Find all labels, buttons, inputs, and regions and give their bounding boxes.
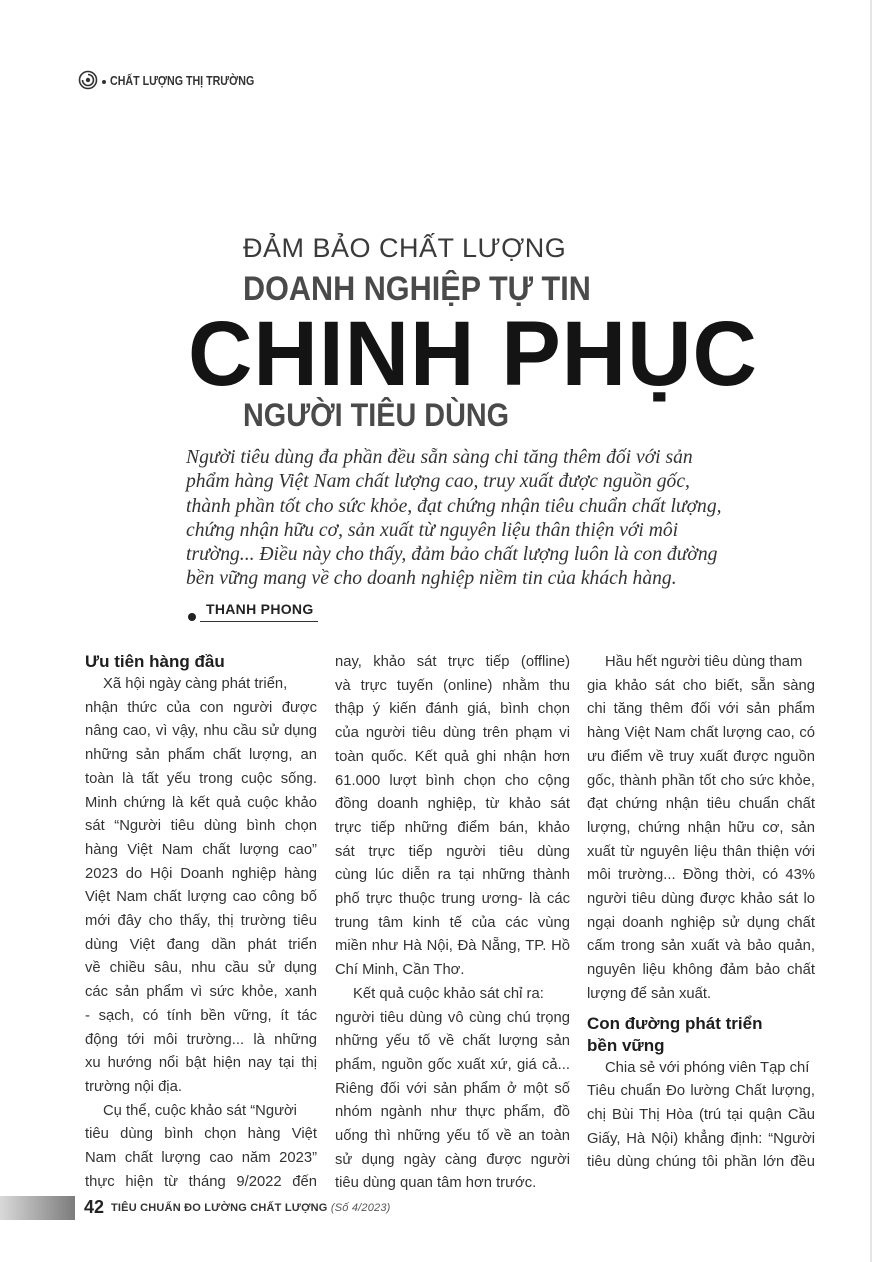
text-line: uống thì những yếu tố về an toàn bbox=[335, 1128, 570, 1145]
text-line: những yếu tố về chất lượng sản bbox=[335, 1033, 570, 1050]
text-line: gốc, thành phần tốt cho sức khỏe, bbox=[587, 772, 815, 789]
text-line: Hầu hết người tiêu dùng tham bbox=[605, 654, 803, 670]
text-line: miền như Hà Nội, Đà Nẵng, TP. Hồ bbox=[335, 938, 570, 955]
text-line: Xã hội ngày càng phát triển, bbox=[103, 676, 288, 692]
text-line: đạt chứng nhận tiêu chuẩn chất bbox=[587, 796, 815, 813]
heading-sustainable bbox=[587, 1013, 815, 1057]
text-line: toàn quốc. Kết quả ghi nhận hơn bbox=[335, 748, 570, 765]
section-bullet bbox=[102, 80, 106, 84]
heading-line: bền vững bbox=[587, 1035, 665, 1055]
text-line: trung tâm kinh tế của các vùng bbox=[335, 914, 570, 931]
magazine-name: TIÊU CHUẨN ĐO LƯỜNG CHẤT LƯỢNG bbox=[111, 1202, 328, 1214]
text-line: sử dụng ngày càng được người bbox=[335, 1151, 570, 1168]
text-line: các sản phẩm vì sức khỏe, xanh bbox=[85, 984, 317, 1001]
column-1 bbox=[85, 651, 317, 1194]
lead-line: bền vững mang về cho doanh nghiệp niềm tin của khách hàng. bbox=[186, 568, 677, 590]
title-kicker: ĐẢM BẢO CHẤT LƯỢNG bbox=[243, 233, 567, 263]
footer-gradient-bar bbox=[0, 1196, 75, 1220]
text-line: cấm trong sản xuất và bảo quản, bbox=[587, 938, 815, 955]
text-line: Chí Minh, Cần Thơ. bbox=[335, 962, 465, 979]
text-line: nhận thức của con người được bbox=[85, 699, 317, 716]
text-line: nguyên liệu không đảm bảo chất bbox=[587, 962, 815, 979]
text-line: của người tiêu dùng trên phạm vi bbox=[335, 725, 570, 742]
lead-paragraph bbox=[186, 446, 756, 592]
text-line: trực tiếp những điểm bán, khảo bbox=[335, 819, 570, 836]
text-line: hàng Việt Nam chất lượng cao, có bbox=[587, 725, 815, 742]
text-line: tiêu dùng bình chọn hàng Việt bbox=[85, 1126, 317, 1143]
text-line: 2023 do Hội Doanh nghiệp hàng bbox=[85, 865, 317, 882]
text-line: 61.000 lượt bình chọn cho cộng bbox=[335, 772, 570, 789]
author-name: THANH PHONG bbox=[206, 601, 314, 617]
page-number: 42 bbox=[84, 1197, 105, 1217]
text-line: và trực tuyến (online) nhằm thu bbox=[335, 677, 570, 694]
text-line: lượng để sản xuất. bbox=[587, 985, 712, 1002]
text-line: lượng, chứng nhận hữu cơ, sản bbox=[587, 819, 815, 836]
text-line: dùng Việt đang dần phát triển bbox=[85, 936, 317, 953]
text-line: Kết quả cuộc khảo sát chỉ ra: bbox=[353, 985, 544, 1002]
text-line: phố trực thuộc trung ương- là các bbox=[335, 891, 570, 908]
title-line-2: DOANH NGHIỆP TỰ TIN bbox=[243, 270, 591, 308]
text-line: xuất từ nguyên liệu thân thiện với bbox=[587, 843, 815, 860]
footer-magazine bbox=[111, 1202, 391, 1214]
text-line: Giấy, Hà Nội) khẳng định: “Người bbox=[587, 1130, 815, 1147]
issue-number: (Số 4/2023) bbox=[330, 1202, 391, 1214]
text-line: gia khảo sát cho biết, sẵn sàng bbox=[587, 677, 815, 694]
author-bullet bbox=[188, 613, 196, 621]
text-line: phẩm, nguồn gốc xuất xứ, giá cả... bbox=[335, 1056, 570, 1073]
text-line: toàn là tất yếu trong cuộc sống. bbox=[85, 770, 317, 787]
author-underline bbox=[200, 621, 318, 622]
lead-line: Người tiêu dùng đa phần đều sẵn sàng chi tăng thêm đối với sản bbox=[186, 447, 693, 468]
text-line: nay, khảo sát trực tiếp (offline) bbox=[335, 654, 570, 670]
text-line: ưu điểm về truy xuất được nguồn bbox=[587, 748, 815, 765]
column-2 bbox=[335, 651, 570, 1196]
text-line: sát trực tiếp người tiêu dùng bbox=[335, 843, 570, 860]
text-line: - sạch, có tính bền vững, ít tác bbox=[85, 1007, 317, 1024]
text-line: Nam chất lượng cao năm 2023” bbox=[85, 1150, 317, 1167]
text-line: thập ý kiến đánh giá, bình chọn bbox=[335, 701, 570, 718]
text-line: nâng cao, vì vậy, nhu cầu sử dụng bbox=[85, 723, 317, 740]
text-line: hàng Việt Nam chất lượng cao” bbox=[85, 841, 317, 858]
text-line: nhóm ngành như thực phẩm, đồ bbox=[335, 1104, 570, 1121]
text-line: Minh chứng là kết quả cuộc khảo bbox=[85, 794, 317, 811]
text-line: người tiêu dùng được khảo sát lo bbox=[587, 891, 815, 908]
text-line: về chiều sâu, nhu cầu sử dụng bbox=[85, 960, 317, 977]
text-line: tiêu dùng quan tâm hơn trước. bbox=[335, 1175, 537, 1192]
heading-priority: Ưu tiên hàng đầu bbox=[85, 652, 225, 671]
heading-line: Con đường phát triển bbox=[587, 1013, 763, 1033]
text-line: thực hiện từ tháng 9/2022 đến bbox=[85, 1173, 317, 1190]
text-line: môi trường... Đồng thời, có 43% bbox=[587, 867, 815, 884]
text-line: chi tăng thêm đối với sản phẩm bbox=[587, 701, 815, 718]
section-label: CHẤT LƯỢNG THỊ TRƯỜNG bbox=[110, 73, 255, 88]
text-line: Tiêu chuẩn Đo lường Chất lượng, bbox=[587, 1083, 815, 1100]
text-line: tiêu dùng chúng tôi phần lớn đều bbox=[587, 1154, 815, 1171]
lead-line: trường... Điều này cho thấy, đảm bảo chất lượng luôn là con đường bbox=[186, 544, 718, 566]
text-line: những sản phẩm chất lượng, an bbox=[85, 747, 317, 764]
text-line: Cụ thể, cuộc khảo sát “Người bbox=[103, 1102, 297, 1119]
lead-line: phẩm hàng Việt Nam chất lượng cao, truy xuất được nguồn gốc, bbox=[186, 471, 690, 493]
lead-line: chứng nhận hữu cơ, sản xuất từ nguyên liệu thân thiện với môi bbox=[186, 519, 679, 541]
text-line: sát “Người tiêu dùng bình chọn bbox=[85, 818, 317, 835]
text-line: cùng lúc diễn ra tại những thành bbox=[335, 867, 570, 884]
text-line: ngại doanh nghiệp sử dụng chất bbox=[587, 914, 815, 931]
text-line: đồng doanh nghiệp, từ khảo sát bbox=[335, 796, 570, 813]
title-line-4: NGƯỜI TIÊU DÙNG bbox=[243, 397, 510, 433]
text-line: trường nội địa. bbox=[85, 1078, 182, 1095]
text-line: mới đây cho thấy, thị trường tiêu bbox=[85, 913, 317, 930]
text-line: động tới môi trường... là những bbox=[85, 1031, 317, 1048]
lead-line: thành phần tốt cho sức khỏe, đạt chứng nhận tiêu chuẩn chất lượng, bbox=[186, 495, 722, 517]
text-line: chị Bùi Thị Hòa (trú tại quận Cầu bbox=[587, 1106, 815, 1123]
column-3 bbox=[587, 651, 815, 1175]
text-line: xu hướng nổi bật hiện nay tại thị bbox=[85, 1055, 317, 1072]
title-main: CHINH PHỤC bbox=[188, 303, 758, 405]
target-spiral-icon bbox=[78, 70, 98, 90]
text-line: người tiêu dùng vô cùng chú trọng bbox=[335, 1009, 570, 1026]
text-line: Chia sẻ với phóng viên Tạp chí bbox=[605, 1059, 810, 1076]
text-line: Việt Nam chất lượng cao công bố bbox=[85, 889, 317, 906]
text-line: Riêng đối với sản phẩm ở một số bbox=[335, 1080, 570, 1097]
